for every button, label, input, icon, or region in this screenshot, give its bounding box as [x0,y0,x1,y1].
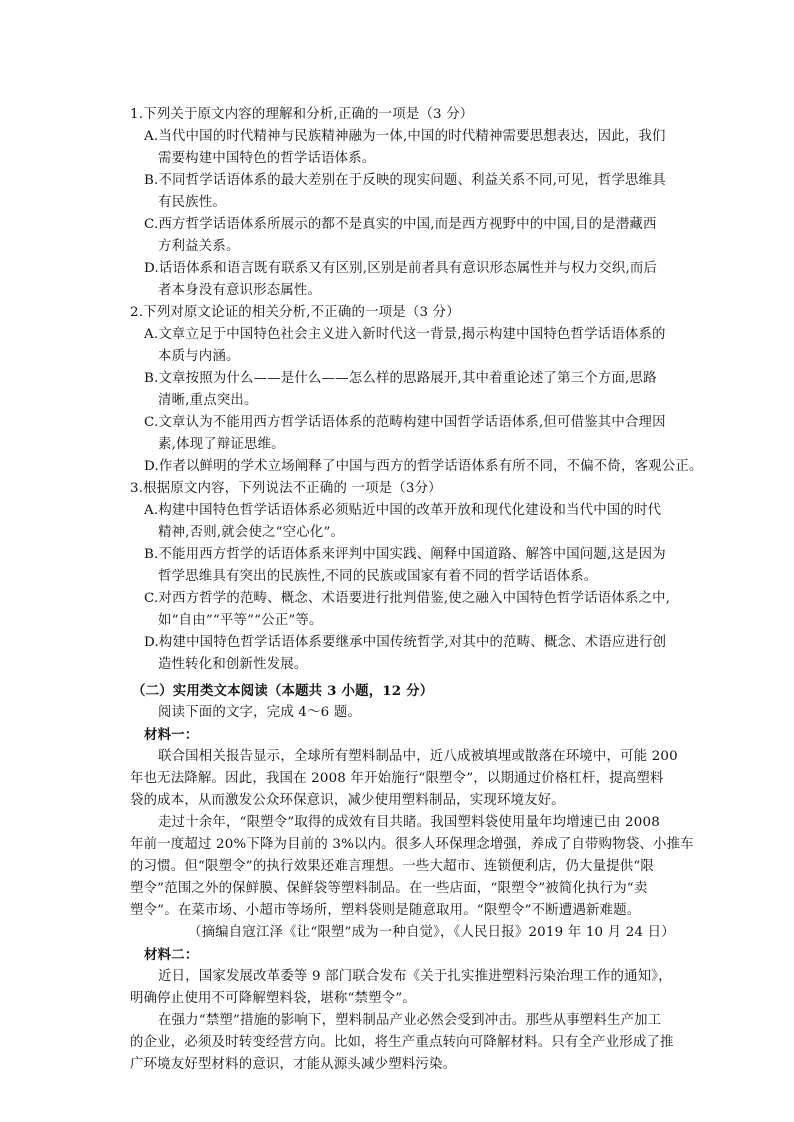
question-3-option-a-cont: 精神,否则,就会使之“空心化”。 [158,525,345,540]
material-1-paragraph-2-line: 塑令”。在菜市场、小超市等场所，塑料袋则是随意取用。“限塑令”不断遭遇新难题。 [130,903,641,918]
question-2-option-b-cont: 清晰,重点突出。 [158,393,258,408]
section-2-instruction: 阅读下面的文字，完成 4～6 题。 [158,705,362,720]
material-2-paragraph-2-line: 的企业，必须及时转变经营方向。比如，将生产重点转向可降解材料。只有全产业形成了推 [130,1035,674,1050]
material-1-label: 材料一： [144,727,199,743]
question-3-option-d-cont: 造性转化和创新性发展。 [158,657,308,672]
question-2-option-a-cont: 本质与内涵。 [158,349,240,364]
question-3-option-c: C.对西方哲学的范畴、概念、术语要进行批判借鉴,使之融入中国特色哲学话语体系之中, [144,591,671,606]
question-2-stem: 2.下列对原文论证的相关分析,不正确的一项是（3 分） [130,305,460,320]
question-2-option-a: A.文章立足于中国特色社会主义进入新时代这一背景,揭示构建中国特色哲学话语体系的 [144,327,666,342]
material-2-paragraph-2-line: 在强力“禁塑”措施的影响下，塑料制品产业必然会受到冲击。那些从事塑料生产加工 [158,1013,662,1028]
material-1-paragraph-2-line: 年前一度超过 20%下降为目前的 3%以内。很多人环保理念增强，养成了自带购物袋、小推车 [130,837,694,852]
material-2-paragraph-1-line: 明确停止使用不可降解塑料袋，堪称“禁塑令”。 [130,991,416,1006]
question-1-option-d-cont: 者本身没有意识形态属性。 [158,283,322,298]
question-1-option-b: B.不同哲学话语体系的最大差别在于反映的现实问题、利益关系不同,可见，哲学思维具 [144,173,666,188]
material-2-paragraph-2-line: 广环境友好型材料的意识，才能从源头减少塑料污染。 [130,1057,457,1072]
question-1-option-d: D.话语体系和语言既有联系又有区别,区别是前者具有意识形态属性并与权力交织,而后 [144,261,658,276]
question-3-option-d: D.构建中国特色哲学话语体系要继承中国传统哲学,对其中的范畴、概念、术语应进行创 [144,635,667,650]
material-1-paragraph-1-line: 年也无法降解。因此，我国在 2008 年开始施行“限塑令”，以期通过价格杠杆，提高塑料 [130,771,664,786]
material-1-paragraph-1-line: 联合国相关报告显示，全球所有塑料制品中，近八成被填埋或散落在环境中，可能 200 [158,749,678,764]
question-2-option-c: C.文章认为不能用西方哲学话语体系的范畴构建中国哲学话语体系,但可借鉴其中合理因 [144,415,666,430]
material-1-paragraph-2-line: 的习惯。但“限塑令”的执行效果还难言理想。一些大超市、连锁便利店，仍大量提供“限 [130,859,654,874]
question-1-option-b-cont: 有民族性。 [158,195,226,210]
question-2-option-c-cont: 素,体现了辩证思维。 [158,437,285,452]
question-3-option-c-cont: 如“自由”“平等”“公正”等。 [158,613,323,628]
question-1-stem: 1.下列关于原文内容的理解和分析,正确的一项是（3 分） [130,107,474,122]
question-1-option-c: C.西方哲学话语体系所展示的都不是真实的中国,而是西方视野中的中国,目的是潜藏西 [144,217,657,232]
material-2-label: 材料二： [144,947,199,963]
question-2-option-b: B.文章按照为什么——是什么——怎么样的思路展开,其中着重论述了第三个方面,思路 [144,371,657,386]
question-3-option-b-cont: 哲学思维具有突出的民族性,不同的民族或国家有着不同的哲学话语体系。 [158,569,598,584]
material-1-paragraph-1-line: 袋的成本，从而激发公众环保意识，减少使用塑料制品，实现环境友好。 [130,793,565,808]
question-1-option-c-cont: 方利益关系。 [158,239,240,254]
question-3-option-a: A.构建中国特色哲学话语体系必须贴近中国的改革开放和现代化建设和当代中国的时代 [144,503,662,518]
material-2-paragraph-1-line: 近日，国家发展改革委等 9 部门联合发布《关于扎实推进塑料污染治理工作的通知》， [158,969,672,984]
question-1-option-a-cont: 需要构建中国特色的哲学话语体系。 [158,151,376,166]
question-3-stem: 3.根据原文内容，下列说法不正确的 一项是（3分） [130,481,442,496]
question-2-option-d: D.作者以鲜明的学术立场阐释了中国与西方的哲学话语体系有所不同，不偏不倚，客观公正。 [144,459,703,474]
section-2-title: （二）实用类文本阅读（本题共 3 小题，12 分） [132,683,434,699]
question-1-option-a: A.当代中国的时代精神与民族精神融为一体,中国的时代精神需要思想表达，因此，我们 [144,129,666,144]
material-1-source: （摘编自寇江泽《让“限塑”成为一种自觉》，《人民日报》2019 年 10 月 24 日） [188,925,675,940]
question-3-option-b: B.不能用西方哲学的话语体系来评判中国实践、阐释中国道路、解答中国问题,这是因为 [144,547,666,562]
material-1-paragraph-2-line: 塑令”范围之外的保鲜膜、保鲜袋等塑料制品。在一些店面，“限塑令”被简化执行为“卖 [130,881,648,896]
material-1-paragraph-2-line: 走过十余年，“限塑令”取得的成效有目共睹。我国塑料袋使用量年均增速已由 2008 [158,815,660,830]
